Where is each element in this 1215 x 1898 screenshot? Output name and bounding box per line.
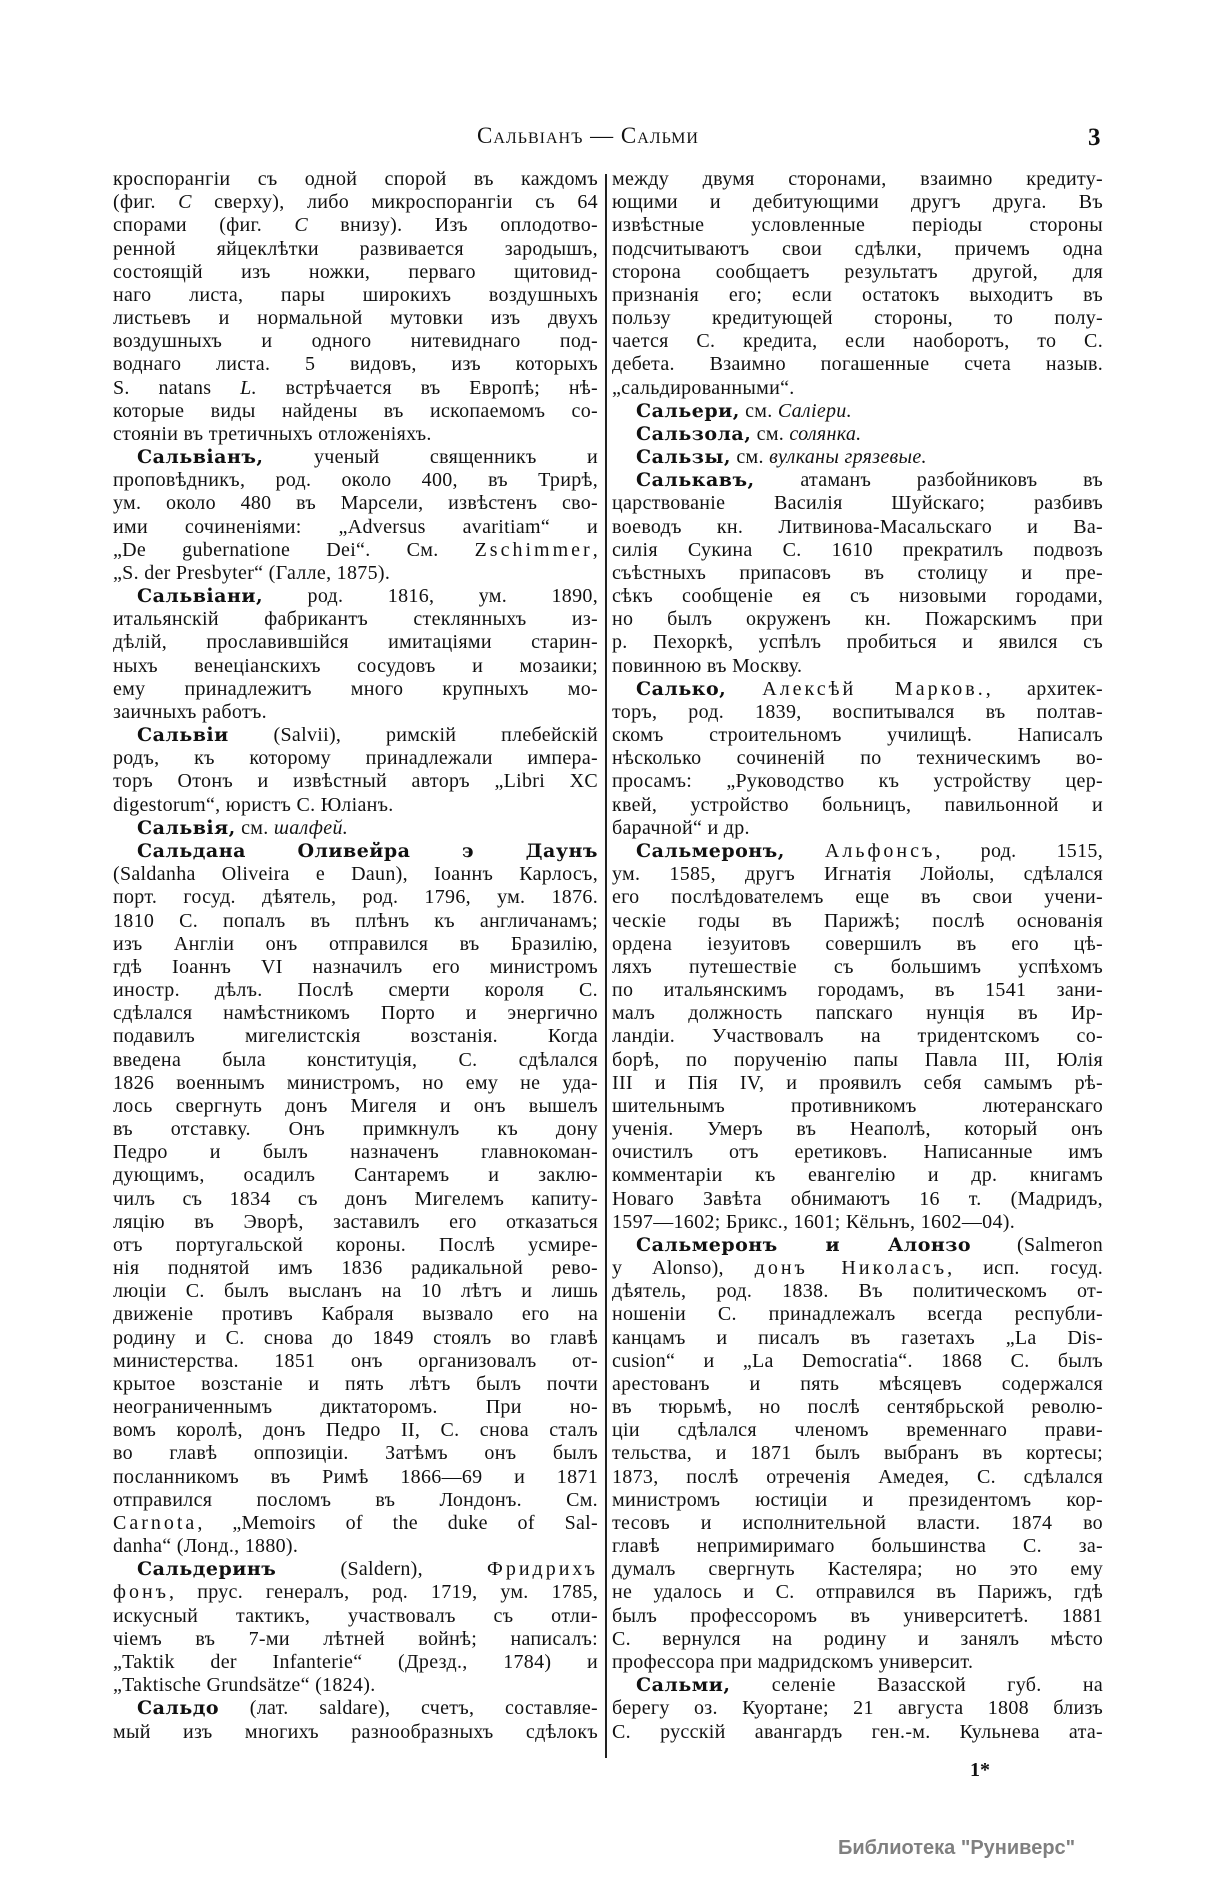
italic-text: C xyxy=(294,214,308,237)
text-line: „Taktik der Infanterie“ (Дрезд., 1784) и xyxy=(113,1651,598,1673)
headword: Сальвіани, xyxy=(137,585,264,608)
article-entry xyxy=(612,469,1103,678)
text: см. xyxy=(739,399,778,422)
headword: Сальери, xyxy=(636,399,740,422)
spaced-text: Carnota xyxy=(113,1511,198,1534)
article-entry xyxy=(612,840,1103,1234)
spaced-text: Альфонсъ xyxy=(824,839,936,862)
text-line: очистилъ отъ еретиковъ. Написанные имъ xyxy=(612,1141,1103,1164)
text-line: движеніе противъ Кабраля вызвало его на xyxy=(113,1303,598,1326)
text: , xyxy=(592,538,598,561)
italic-text: вулканы грязевые. xyxy=(769,446,927,469)
text: встрѣчается въ Европѣ; нѣ- xyxy=(256,376,599,399)
text-line: 1597—1602; Брикс., 1601; Кёльнъ, 1602—04). xyxy=(612,1210,1016,1233)
headword: Сальдана Оливейра э Даунъ xyxy=(137,839,598,862)
column-divider xyxy=(605,174,607,1758)
text-line: „S. der Presbyter“ (Галле, 1875). xyxy=(113,561,391,584)
text-line xyxy=(612,678,1103,701)
text-line: ум. около 480 въ Марсели, извѣстенъ сво- xyxy=(113,492,598,515)
text-line: министромъ юстиціи и президентомъ кор- xyxy=(612,1488,1103,1511)
text-line: ими сочиненіями: „Adversus avaritiam“ и xyxy=(113,515,598,538)
text-line: воеводъ кн. Литвинова-Масальскаго и Ва- xyxy=(612,515,1103,538)
article-entry xyxy=(113,1558,598,1697)
article-entry xyxy=(612,446,1103,469)
text: внизу). Изъ оплодотво- xyxy=(307,214,598,237)
text-line: подавилъ мигелистскія возстанія. Когда xyxy=(113,1025,598,1048)
text-line: признанія его; если остатокъ выходитъ въ xyxy=(612,283,1103,306)
text-line xyxy=(612,1234,1103,1257)
text-line: посланникомъ въ Римѣ 1866—69 и 1871 xyxy=(113,1465,598,1488)
text-line: ношеніи С. принадлежалъ всегда республи- xyxy=(612,1303,1103,1326)
headword: Сальдо xyxy=(137,1697,220,1720)
text-line: чилъ съ 1834 съ донъ Мигелемъ капиту- xyxy=(113,1187,598,1210)
headword: Сальвіи xyxy=(137,724,229,747)
article-entry xyxy=(113,840,598,1558)
article-entry xyxy=(113,446,598,585)
italic-text: L. xyxy=(240,376,257,399)
article-entry xyxy=(612,400,1103,423)
text: (Saldern), xyxy=(276,1558,488,1581)
headword: Сальвія, xyxy=(137,816,236,839)
text-line: нѣсколько сочиненій по техническимъ во- xyxy=(612,747,1103,770)
headword: Сальдеринъ xyxy=(137,1558,277,1581)
text: см. xyxy=(751,422,790,445)
text-line: которые виды найдены въ ископаемомъ со- xyxy=(113,399,598,422)
text-line: дѣлій, прославившійся имитаціями старин- xyxy=(113,631,598,654)
spaced-text: фонъ xyxy=(113,1581,170,1604)
article-entry xyxy=(612,678,1103,840)
headword: Сальзола, xyxy=(636,422,752,445)
text-line: ляцію въ Эворѣ, заставилъ его отказаться xyxy=(113,1210,598,1233)
text-line: между двумя сторонами, взаимно кредиту- xyxy=(612,168,1103,190)
text-line: проповѣдникъ, род. около 400, въ Трирѣ, xyxy=(113,469,598,492)
text-line: ляхъ путешествіе съ большимъ успѣхомъ xyxy=(612,955,1103,978)
text-line xyxy=(113,446,598,469)
text-line xyxy=(113,1581,598,1604)
text-line: ренной яйцеклѣтки развивается зародышъ, xyxy=(113,237,598,260)
text-line: съѣстныхъ припасовъ въ столицу и пре- xyxy=(612,561,1103,584)
text-line: дующимъ, осадилъ Сантаремъ и заклю- xyxy=(113,1164,598,1187)
text: (Salvii), римскій плебейскій xyxy=(228,724,598,747)
text-line xyxy=(113,724,598,747)
article-entry xyxy=(113,1697,598,1743)
text-line: родину и С. снова до 1849 стоялъ во главѣ xyxy=(113,1326,598,1349)
text-line: С. русскій авангардъ ген.-м. Кульнева ата- xyxy=(612,1720,1103,1743)
text: род. 1816, ум. 1890, xyxy=(263,585,598,608)
page-number: 3 xyxy=(1088,124,1101,151)
text-line: чіемъ въ 7-ми лѣтней войнѣ; написалъ: xyxy=(113,1627,598,1650)
text: сверху), либо микроспорангіи съ 64 xyxy=(191,191,598,214)
text-line: состоящій изъ ножки, перваго щитовид- xyxy=(113,260,598,283)
text-line xyxy=(113,840,598,863)
text-line xyxy=(612,1257,1103,1280)
text-line: ющими и дебитующими другъ друга. Въ xyxy=(612,191,1103,214)
text-line xyxy=(612,840,1103,863)
text-line: воздушныхъ и одного нитевиднаго под- xyxy=(113,330,598,353)
text-line: думалъ свергнуть Кастеляра; но это ему xyxy=(612,1558,1103,1581)
text-line: въ отставку. Онъ примкнулъ къ дону xyxy=(113,1118,598,1141)
text-line: тесовъ и исполнительной власти. 1874 во xyxy=(612,1511,1103,1534)
text-line: (Saldanha Oliveira e Daun), Іоаннъ Карлосъ, xyxy=(113,863,598,886)
text-line: наго листа, пары широкихъ воздушныхъ xyxy=(113,283,598,306)
text-line: ордена іезуитовъ совершилъ въ его цѣ- xyxy=(612,932,1103,955)
spaced-text: Фридрихъ xyxy=(487,1558,598,1581)
text-line xyxy=(113,191,598,214)
spaced-text: Алексѣй Марков. xyxy=(762,677,986,700)
text-line: нія поднятой имъ 1836 радикальной рево- xyxy=(113,1257,598,1280)
text-line: отправился посломъ въ Лондонъ. См. xyxy=(113,1488,598,1511)
text-line: его послѣдователемъ еще въ свои учени- xyxy=(612,886,1103,909)
italic-text: солянка. xyxy=(789,422,862,445)
article-entry xyxy=(113,168,598,446)
text-line: Педро и былъ назначенъ главнокоман- xyxy=(113,1141,598,1164)
text-line: р. Пехоркѣ, успѣлъ пробиться и явился съ xyxy=(612,631,1103,654)
text-line: силія Сукина С. 1610 прекратилъ подвозъ xyxy=(612,538,1103,561)
article-entry xyxy=(113,724,598,817)
left-column xyxy=(113,168,598,1744)
text: y Alonso), xyxy=(612,1257,755,1280)
text-line: шительнымъ противникомъ лютеранскаго xyxy=(612,1094,1103,1117)
text-line xyxy=(113,585,598,608)
text-line xyxy=(113,817,598,840)
text-line xyxy=(612,469,1103,492)
text-line: родъ, къ которому принадлежали импера- xyxy=(113,747,598,770)
text-line: скомъ строительномъ училищѣ. Написалъ xyxy=(612,724,1103,747)
text-line: канцамъ и писалъ въ газетахъ „La Dis- xyxy=(612,1326,1103,1349)
text-line: danha“ (Лонд., 1880). xyxy=(113,1535,299,1558)
text-line: былъ профессоромъ въ университетѣ. 1881 xyxy=(612,1604,1103,1627)
text-line: борѣ, по порученію папы Павла III, Юлія xyxy=(612,1048,1103,1071)
running-head: Сальвіанъ — Сальми xyxy=(477,123,699,148)
text: , род. 1515, xyxy=(935,839,1103,862)
article-entry xyxy=(612,168,1103,400)
headword: Салько, xyxy=(636,677,727,700)
text-line: 1826 военнымъ министромъ, но ему не уда- xyxy=(113,1071,598,1094)
text-line: ученія. Умеръ въ Неаполѣ, который онъ xyxy=(612,1118,1103,1141)
text-line: крытое возстаніе и пять лѣтъ былъ почти xyxy=(113,1372,598,1395)
text-line xyxy=(113,1512,598,1535)
text-line: комментаріи къ евангелію и др. книгамъ xyxy=(612,1164,1103,1187)
article-entry xyxy=(612,1234,1103,1674)
text-line xyxy=(113,377,598,400)
text-line: стояніи въ третичныхъ отложеніяхъ. xyxy=(113,422,432,445)
text-line: ческіе годы въ Парижѣ; послѣ основанія xyxy=(612,909,1103,932)
text-line: барачной“ и др. xyxy=(612,816,750,839)
text-line xyxy=(612,446,1103,469)
text-line xyxy=(612,423,1103,446)
text: (фиг. xyxy=(113,191,179,214)
text-line xyxy=(113,1697,598,1720)
text-line: профессора при мадридскомъ университ. xyxy=(612,1651,974,1673)
text-line: cusion“ и „La Democratia“. 1868 С. былъ xyxy=(612,1349,1103,1372)
text: см. xyxy=(235,816,274,839)
text: (Salmeron xyxy=(971,1233,1104,1256)
italic-text: Саліери. xyxy=(777,399,852,422)
headword: Сальмеронъ, xyxy=(636,839,785,862)
text-line: подсчитываютъ свои сдѣлки, причемъ одна xyxy=(612,237,1103,260)
text-line: ему принадлежитъ много крупныхъ мо- xyxy=(113,677,598,700)
text-line: чается С. кредита, если наоборотъ, то С. xyxy=(612,330,1103,353)
text-line xyxy=(113,214,598,237)
text: (лат. saldare), счетъ, составляе- xyxy=(219,1697,598,1720)
text-line: министерства. 1851 онъ организовалъ от- xyxy=(113,1349,598,1372)
article-entry xyxy=(612,1674,1103,1744)
text-line: неограниченнымъ диктаторомъ. При но- xyxy=(113,1396,598,1419)
text-line: повинною въ Москву. xyxy=(612,654,803,677)
text-line: арестованъ и пять мѣсяцевъ содержался xyxy=(612,1372,1103,1395)
text-line: въ тюрьмѣ, но послѣ сентябрьской револю- xyxy=(612,1396,1103,1419)
text: , прус. генералъ, род. 1719, ум. 1785, xyxy=(169,1581,598,1604)
text-line: ландіи. Участвовалъ на тридентскомъ со- xyxy=(612,1025,1103,1048)
text: ученый священникъ и xyxy=(263,446,598,469)
text-line: торъ Отонъ и извѣстный авторъ „Libri XC xyxy=(113,770,598,793)
text-line: торъ, род. 1839, воспитывался въ полтав- xyxy=(612,700,1103,723)
text: атаманъ разбойниковъ въ xyxy=(754,469,1103,492)
text: селеніе Вазасской губ. на xyxy=(730,1674,1103,1697)
text-line: мый изъ многихъ разнообразныхъ сдѣлокъ xyxy=(113,1720,598,1743)
text-line: дѣятель, род. 1838. Въ политическомъ от- xyxy=(612,1280,1103,1303)
text-line: итальянскій фабрикантъ стеклянныхъ из- xyxy=(113,608,598,631)
text-line: листьевъ и нормальной мутовки изъ двухъ xyxy=(113,307,598,330)
text-line: кроспорангіи съ одной спорой въ каждомъ xyxy=(113,168,598,190)
text: S. natans xyxy=(113,376,241,399)
text-line: главѣ непримиримаго большинства С. за- xyxy=(612,1535,1103,1558)
right-column xyxy=(612,168,1103,1744)
text-line: берегу оз. Куортане; 21 августа 1808 близъ xyxy=(612,1697,1103,1720)
headword: Сальми, xyxy=(636,1674,731,1697)
spaced-text: Zschimmer xyxy=(474,538,593,561)
text-line: порт. госуд. дѣятель, род. 1796, ум. 1876. xyxy=(113,886,598,909)
text-line: Новаго Завѣта обнимаютъ 16 т. (Мадридъ, xyxy=(612,1187,1103,1210)
text-line: лось свергнуть донъ Мигеля и онъ вышелъ xyxy=(113,1094,598,1117)
text xyxy=(726,678,762,700)
text-line: по итальянскимъ городамъ, въ 1541 зани- xyxy=(612,979,1103,1002)
text-line: ныхъ венеціанскихъ сосудовъ и мозаики; xyxy=(113,654,598,677)
text-line: введена была конституція, С. сдѣлался xyxy=(113,1048,598,1071)
text-line: digestorum“, юристъ С. Юліанъ. xyxy=(113,793,394,816)
text-line: царствованіе Василія Шуйскаго; разбивъ xyxy=(612,492,1103,515)
text: , архитек- xyxy=(985,677,1103,700)
text: , исп. госуд. xyxy=(947,1257,1103,1280)
text-line: сторона сообщаетъ результатъ другой, для xyxy=(612,260,1103,283)
spaced-text: донъ Николасъ xyxy=(754,1257,948,1280)
text-line xyxy=(113,539,598,562)
text-line: тельства, и 1871 былъ выбранъ въ кортесы; xyxy=(612,1442,1103,1465)
italic-text: C xyxy=(178,191,192,214)
text-line: извѣстные условленные періоды стороны xyxy=(612,214,1103,237)
text-line: квей, устройство больницъ, павильонной и xyxy=(612,793,1103,816)
text-line xyxy=(612,400,1103,423)
text xyxy=(785,840,825,862)
text-line: С. вернулся на родину и занялъ мѣсто xyxy=(612,1627,1103,1650)
text-line: сдѣлался намѣстникомъ Порто и энергично xyxy=(113,1002,598,1025)
text-line: воднаго листа. 5 видовъ, изъ которыхъ xyxy=(113,353,598,376)
text-line: иностр. дѣлъ. Послѣ смерти короля С. xyxy=(113,979,598,1002)
text-line: изъ Англіи онъ отправился въ Бразилію, xyxy=(113,932,598,955)
printer-signature-mark: 1* xyxy=(970,1759,990,1781)
text-line: отъ португальской короны. Послѣ усмире- xyxy=(113,1233,598,1256)
text-line: вомъ королѣ, донъ Педро II, С. снова сталъ xyxy=(113,1419,598,1442)
text-line: пользу кредитующей стороны, то полу- xyxy=(612,307,1103,330)
article-entry xyxy=(113,817,598,840)
text-line: „сальдированными“. xyxy=(612,376,795,399)
library-watermark: Библиотека "Руниверс" xyxy=(838,1837,1076,1859)
headword: Сальмеронъ и Алонзо xyxy=(636,1233,972,1256)
text-line: 1810 С. попалъ въ плѣнъ къ англичанамъ; xyxy=(113,909,598,932)
headword: Сальзы, xyxy=(636,446,732,469)
text-line: просамъ: „Руководство къ устройству цер- xyxy=(612,770,1103,793)
article-entry xyxy=(113,585,598,724)
text: „De gubernatione Dei“. См. xyxy=(113,538,475,561)
text-line: люціи С. былъ высланъ на 10 лѣтъ и лишь xyxy=(113,1280,598,1303)
text: спорами (фиг. xyxy=(113,214,295,237)
text-line: малъ должность папскаго нунція въ Ир- xyxy=(612,1002,1103,1025)
text: см. xyxy=(731,446,770,469)
text-line: не удалось и С. отправился въ Парижъ, гдѣ xyxy=(612,1581,1103,1604)
text-line: но былъ окруженъ кн. Пожарскимъ при xyxy=(612,608,1103,631)
text-line: ціи сдѣлался членомъ временнаго прави- xyxy=(612,1419,1103,1442)
text-line: заичныхъ работъ. xyxy=(113,700,267,723)
text-line: гдѣ Іоаннъ VI назначилъ его министромъ xyxy=(113,955,598,978)
headword: Салькавъ, xyxy=(636,469,755,492)
text-line: „Taktische Grundsätze“ (1824). xyxy=(113,1674,376,1697)
text-line: во главѣ оппозиціи. Затѣмъ онъ былъ xyxy=(113,1442,598,1465)
text-line: сѣкъ сообщеніе ея съ низовыми городами, xyxy=(612,585,1103,608)
text-line xyxy=(113,1558,598,1581)
article-entry xyxy=(612,423,1103,446)
italic-text: шалфей. xyxy=(273,816,349,839)
text-line xyxy=(612,1674,1103,1697)
text-line: ум. 1585, другъ Игнатія Лойолы, сдѣлался xyxy=(612,863,1103,886)
headword: Сальвіанъ, xyxy=(137,446,264,469)
text-line: искусный тактикъ, участвовалъ съ отли- xyxy=(113,1604,598,1627)
text-line: III и Пія IV, и проявилъ себя самымъ рѣ- xyxy=(612,1071,1103,1094)
text-line: дебета. Взаимно погашенные счета назыв. xyxy=(612,353,1103,376)
text-line: 1873, послѣ отреченія Амедея, С. сдѣлался xyxy=(612,1465,1103,1488)
text: , „Memoirs of the duke of Sal- xyxy=(197,1511,598,1534)
